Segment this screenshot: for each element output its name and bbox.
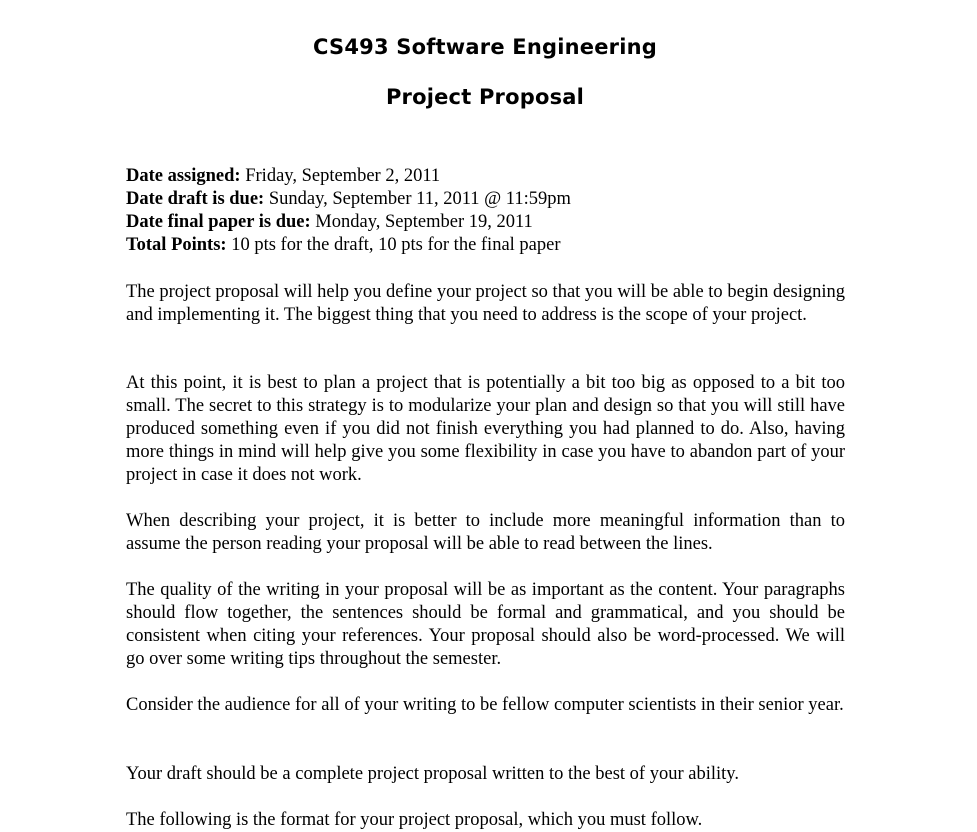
- paragraph-writing-quality: The quality of the writing in your proposal will be as important as the content. Your paragraphs should flow together, the sentences should be formal and grammatical, and you should be consistent when citing your references. Your proposal should also be word-processed. We will go over some writing tips throughout the semester.: [126, 580, 845, 669]
- total-points-value: 10 pts for the draft, 10 pts for the final paper: [226, 235, 561, 255]
- paragraph-scope: The project proposal will help you define your project so that you will be able to begin designing and implementing it. The biggest thing that you need to address is the scope of your project.: [126, 282, 845, 325]
- draft-due-row: [126, 188, 846, 211]
- paragraph-description: When describing your project, it is better to include more meaningful information than to assume the person reading your proposal will be able to read between the lines.: [126, 511, 845, 554]
- date-assigned-row: [126, 165, 846, 188]
- final-due-row: [126, 211, 846, 234]
- date-assigned-value: Friday, September 2, 2011: [240, 166, 441, 186]
- total-points-row: [126, 234, 846, 257]
- paragraph-format: The following is the format for your project proposal, which you must follow.: [126, 810, 703, 830]
- date-assigned-label: Date assigned:: [126, 166, 241, 186]
- assignment-info: [126, 165, 846, 257]
- paragraph-audience: Consider the audience for all of your writing to be fellow computer scientists in their senior year.: [126, 695, 844, 715]
- draft-due-label: Date draft is due:: [126, 189, 265, 209]
- total-points-label: Total Points:: [126, 235, 227, 255]
- final-due-label: Date final paper is due:: [126, 212, 311, 232]
- paragraph-planning: At this point, it is best to plan a project that is potentially a bit too big as opposed to a bit too small. The secret to this strategy is to modularize your plan and design so that you will still have produced something even if you did not finish everything you had planned to do. Also, having more things in mind will help give you some flexibility in case you have to abandon part of your project in case it does not work.: [126, 373, 845, 485]
- final-due-value: Monday, September 19, 2011: [310, 212, 533, 232]
- draft-due-value: Sunday, September 11, 2011 @ 11:59pm: [264, 189, 571, 209]
- course-title: CS493 Software Engineering: [313, 35, 657, 59]
- document-title: Project Proposal: [385, 85, 585, 109]
- paragraph-draft: Your draft should be a complete project proposal written to the best of your ability.: [126, 764, 739, 784]
